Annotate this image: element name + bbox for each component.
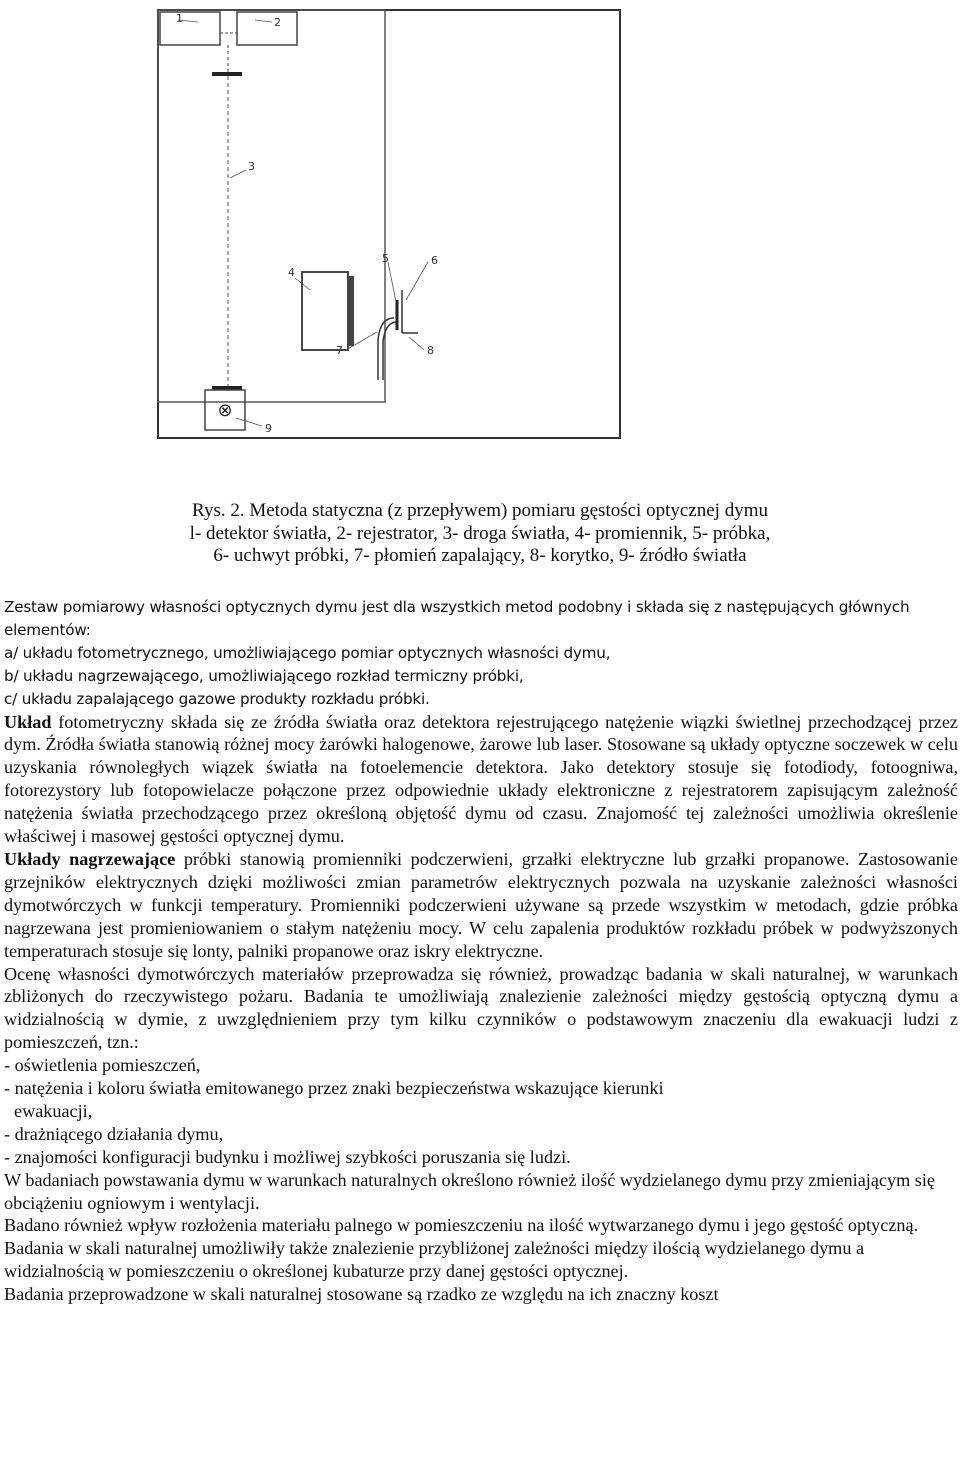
bullet-signs-continued: ewakuacji, [14, 1100, 93, 1121]
photometric-paragraph [4, 711, 958, 848]
leader-9 [236, 418, 262, 426]
bullet-signs: - natężenia i koloru światła emitowanego przez znaki bezpieczeństwa wskazujące kierunki [4, 1078, 664, 1099]
caption-title: Rys. 2. Metoda statyczna (z przepływem) pomiaru gęstości optycznej dymu [192, 500, 768, 521]
label-2: 2 [274, 16, 281, 29]
label-4: 4 [288, 266, 295, 279]
pilot-flame-tube [378, 318, 394, 380]
photometric-text: fotometryczny składa się ze źródła światła oraz detektora rejestrującego natężenie wiązki świetlnej przechodzącej przez dym. Źródła światła stanowią różnej mocy żarówki halogenowe, żarowe lub laser. Stosowane są układy optyczne soczewek w celu uzyskania równoległych wiązek światła na fotoelemencie detektora. Jako detektory stosuje się fotodiody, fotoogniwa, fotorezystory lub fotopowielacze połączone przez odpowiednie układy elektroniczne z rejestratorem zapisującym zależność natężenia światła przechodzącego przez określoną objętość dymu od czasu. Znajomość tej zależności umożliwia określenie właściwej i masowej gęstości optycznej dymu. [4, 711, 958, 847]
assessment-paragraph: Ocenę własności dymotwórczych materiałów przeprowadza się również, prowadząc badania w skali naturalnej, w warunkach zbliżonych do rzeczywistego pożaru. Badania te umożliwiają znalezienie zależności między gęstością optyczną dymu a widzialnością w dymie, z uwzględnieniem przy tym kilku czynników o podstawowym znaczeniu dla ewakuacji ludzi z pomieszczeń, tzn.: [4, 963, 958, 1053]
recorder-box [237, 12, 297, 45]
label-1: 1 [176, 12, 183, 25]
light-detector-box [160, 12, 220, 45]
bullet-building: - znajomości konfiguracji budynku i możliwej szybkości poruszania się ludzi. [4, 1146, 571, 1167]
photometric-lead: Układ [4, 711, 52, 732]
top-window [212, 72, 242, 76]
leader-3 [230, 170, 246, 178]
heating-text: próbki stanowią promienniki podczerwieni, grzałki elektryczne lub grzałki propanowe. Zastosowanie grzejników elektrycznych dzięki możliwości zmian parametrów elektrycznych pozwala na uzyskanie zależności własności dymotwórczych w funkcji temperatury. Promienniki podczerwieni używane są przede wszystkim w metodach, gdzie próbka nagrzewana jest promieniowaniem o stałym natężeniu mocy. W celu zapalenia produktów rozkładu próbek w podwyższonych temperaturach stosuje się lonty, palniki propanowe oraz iskry elektryczne. [4, 848, 958, 961]
label-9: 9 [265, 422, 272, 435]
leader-2 [255, 20, 272, 22]
caption-legend-line-1: l- detektor światła, 2- rejestrator, 3- droga światła, 4- promiennik, 5- próbka, [189, 522, 771, 544]
label-6: 6 [431, 254, 438, 267]
caption-legend-line-2: 6- uchwyt próbki, 7- płomień zapalający, 8- korytko, 9- źródło światła [213, 545, 747, 566]
intro-paragraph: Zestaw pomiarowy własności optycznych dymu jest dla wszystkich metod podobny i składa się z następujących głównych elementów: [4, 598, 910, 639]
natural-paragraph-3: Badania przeprowadzone w skali naturalnej stosowane są rzadko ze względu na ich znaczny koszt [4, 1284, 719, 1305]
test-apparatus-diagram [150, 0, 630, 450]
label-8: 8 [427, 344, 434, 357]
label-3: 3 [248, 160, 255, 173]
heating-lead: Układy nagrzewające [4, 848, 176, 869]
radiator-face [348, 276, 354, 346]
natural-paragraph-2: Badano również wpływ rozłożenia materiału palnego w pomieszczeniu na ilość wytwarzanego dymu i jego gęstość optyczną. Badania w skali naturalnej umożliwiły także znalezienie przybliżonej zależności między ilością wydzielanego dymu a widzialnością w pomieszczeniu o określonej kubaturze przy danej gęstości optycznej. [4, 1215, 919, 1282]
leader-6 [406, 262, 428, 300]
document-body [4, 596, 958, 1306]
figure-caption [0, 500, 960, 568]
list-item-b: b/ układu nagrzewającego, umożliwiającego rozkład termiczny próbki, [4, 666, 524, 685]
leader-8 [409, 337, 424, 350]
leader-5 [388, 262, 396, 302]
list-item-a: a/ układu fotometrycznego, umożliwiającego pomiar optycznych własności dymu, [4, 643, 611, 662]
heating-paragraph [4, 848, 958, 963]
list-item-c: c/ układu zapalającego gazowe produkty rozkładu próbki. [4, 689, 430, 708]
intro-section [4, 596, 958, 711]
natural-paragraph-1: W badaniach powstawania dymu w warunkach naturalnych określono również ilość wydzielanego dymu przy zmieniającym się obciążeniu ogniowym i wentylacji. [4, 1169, 935, 1213]
light-source-symbol: ⊗ [217, 400, 233, 421]
bullet-irritation: - drażniącego działania dymu, [4, 1123, 224, 1144]
diagram-svg [150, 0, 630, 450]
bullet-lighting: - oświetlenia pomieszczeń, [4, 1055, 201, 1076]
label-5: 5 [382, 252, 389, 265]
radiator-body [302, 272, 348, 350]
label-7: 7 [336, 344, 343, 357]
